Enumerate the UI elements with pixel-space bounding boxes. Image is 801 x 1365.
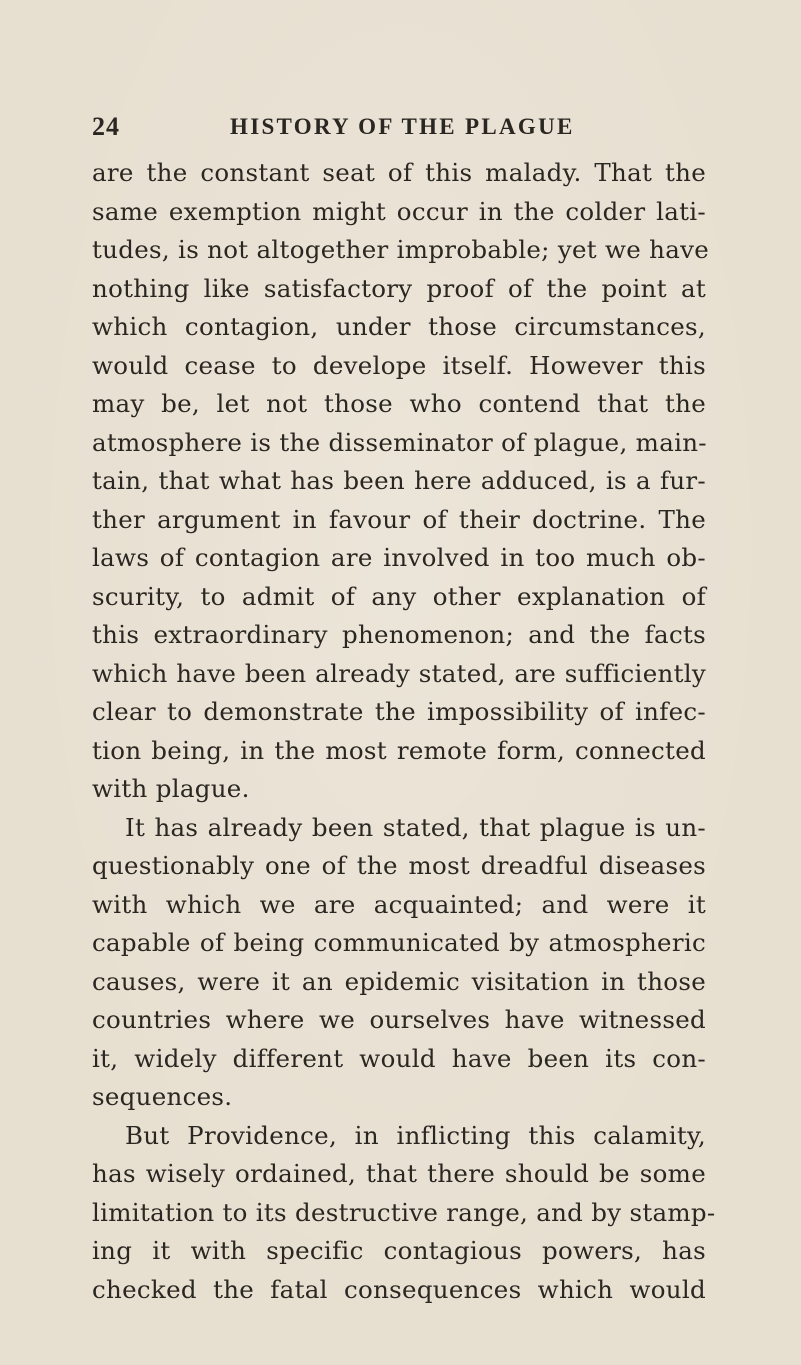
text-line: would cease to develope itself. However this [92,350,706,380]
text-line: with which we are acquainted; and were it [92,889,706,919]
text-line: tion being, in the most remote form, connected [92,735,706,765]
running-head: HISTORY OF THE PLAGUE [230,114,575,139]
text-line: questionably one of the most dreadful diseases [92,851,706,880]
text-line: this extraordinary phenomenon; and the facts [92,620,706,649]
text-line: has wisely ordained, that there should be some [92,1159,706,1188]
text-line: limitation to its destructive range, and by stamp- [92,1197,716,1227]
page-number: 24 [92,112,120,141]
text-line: with plague. [92,774,250,803]
text-line: it, widely different would have been its con- [92,1043,706,1073]
body-text [92,154,716,1309]
text-line: countries where we ourselves have witnessed [92,1005,706,1034]
paragraph-start-line: But Providence, in inflicting this calamity, [125,1120,706,1150]
paragraph-start-line: It has already been stated, that plague is un- [125,812,706,842]
text-line: which have been already stated, are sufficiently [92,658,706,688]
text-line: tudes, is not altogether improbable; yet we have [92,235,710,264]
text-line: laws of contagion are involved in too much ob- [92,543,706,572]
text-line: scurity, to admit of any other explanation of [92,581,706,611]
page-header [92,112,751,152]
text-line: nothing like satisfactory proof of the point at [92,273,706,303]
text-line: causes, were it an epidemic visitation in those [92,966,706,996]
text-line: clear to demonstrate the impossibility of infec- [92,697,706,726]
text-line: checked the fatal consequences which would [92,1274,706,1304]
text-line: are the constant seat of this malady. That the [92,158,706,187]
text-line: sequences. [92,1082,233,1111]
text-line: ther argument in favour of their doctrine. The [92,504,706,534]
text-line: atmosphere is the disseminator of plague, main- [92,427,707,457]
text-line: tain, that what has been here adduced, is a fur- [92,466,706,495]
text-line: which contagion, under those circumstances, [92,312,706,341]
text-line: capable of being communicated by atmospheric [92,928,706,957]
text-line: ing it with specific contagious powers, has [92,1236,706,1265]
text-line: same exemption might occur in the colder lati- [92,196,706,226]
text-line: may be, let not those who contend that the [92,389,706,418]
